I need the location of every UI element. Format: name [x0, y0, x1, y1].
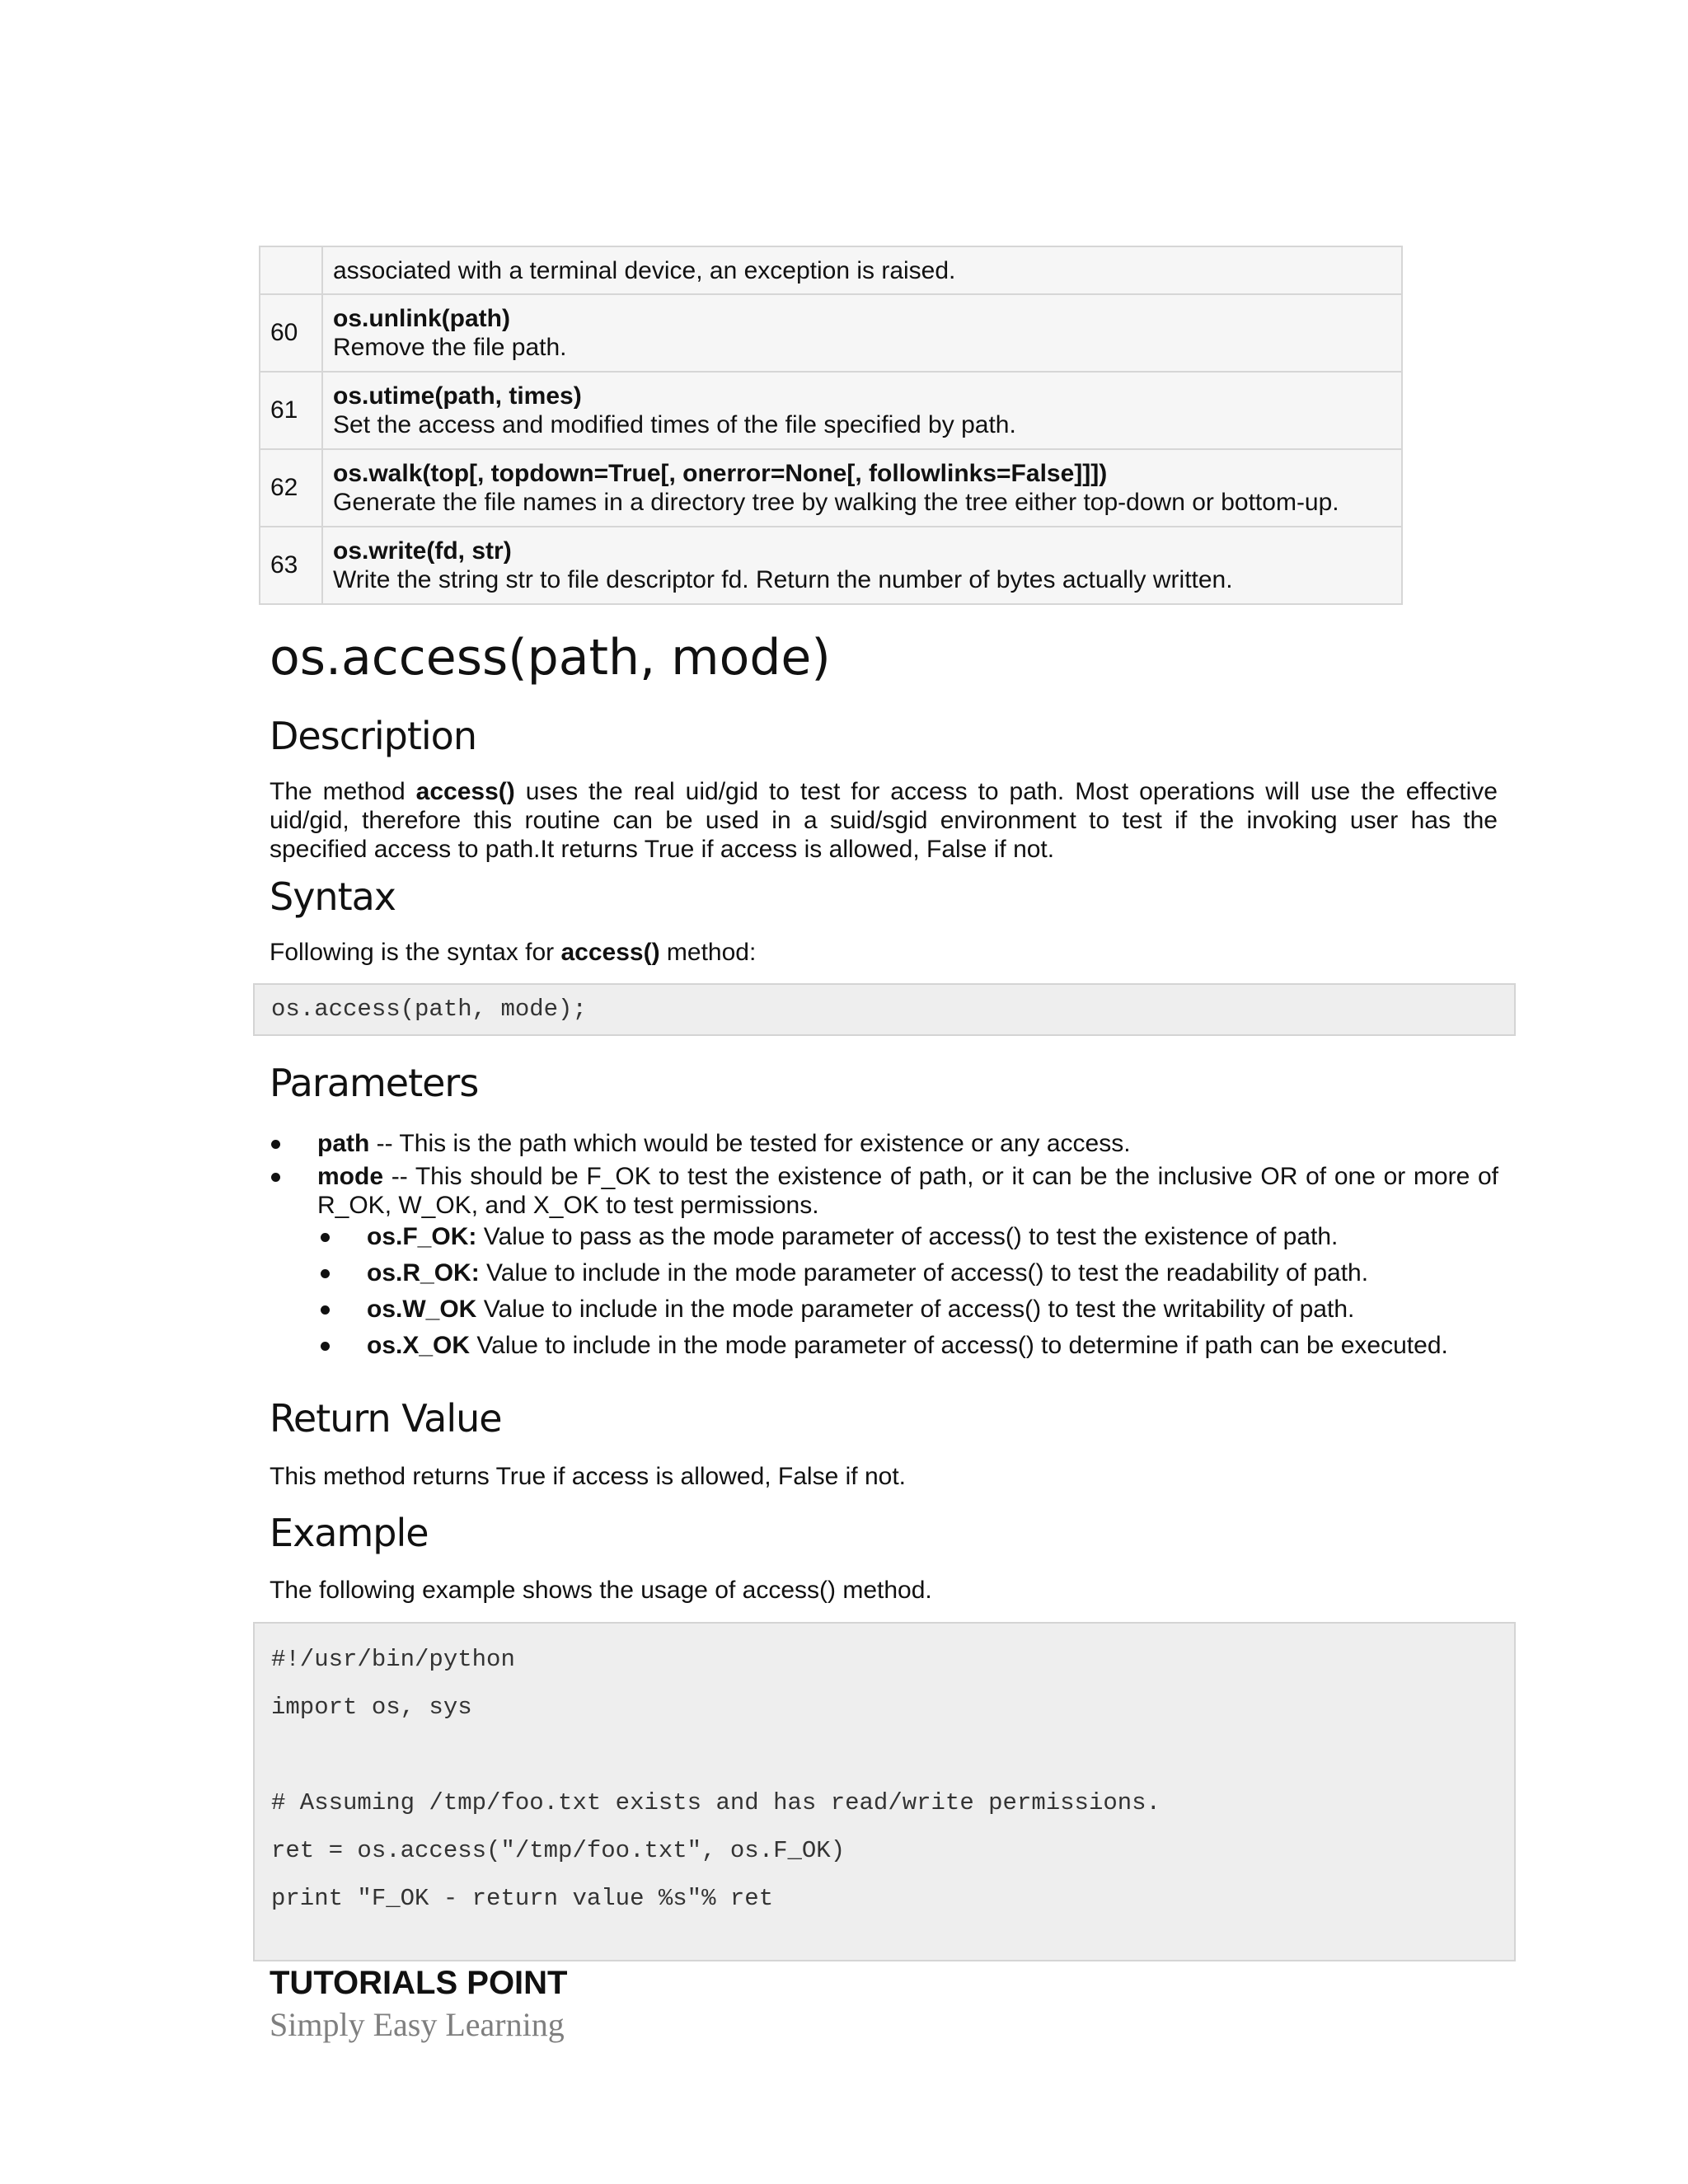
row-content: [322, 449, 1402, 527]
description-method: access(): [415, 778, 515, 805]
row-number: [260, 246, 322, 294]
constant-text: Value to include in the mode parameter of access() to determine if path can be executed.: [470, 1332, 1448, 1359]
syntax-code-block: [253, 983, 1516, 1036]
return-value-text: This method returns True if access is allowed, False if not.: [270, 1463, 906, 1490]
table-row: [260, 246, 1402, 294]
function-description: Generate the file names in a directory tree by walking the tree either top-down or bottom-up.: [333, 489, 1339, 516]
table-row: [260, 527, 1402, 604]
example-code-block: [253, 1622, 1516, 1961]
list-item: [367, 1258, 1498, 1287]
description-heading: Description: [270, 714, 476, 758]
list-item: [367, 1331, 1498, 1360]
param-text: -- This should be F_OK to test the existence of path, or it can be the inclusive OR of one or more of R_OK, W_OK, and X_OK to test permissions.: [317, 1163, 1498, 1219]
syntax-method: access(): [560, 939, 660, 966]
constant-text: Value to include in the mode parameter of access() to test the readability of path.: [479, 1259, 1369, 1286]
param-name: path: [317, 1130, 370, 1157]
description-text: [270, 777, 1498, 864]
row-content: [322, 527, 1402, 604]
row-number: 60: [260, 294, 322, 372]
example-heading: Example: [270, 1511, 429, 1555]
bullet-icon: [271, 1140, 280, 1149]
code-line: print "F_OK - return value %s"% ret: [271, 1885, 774, 1912]
bullet-icon: [321, 1305, 330, 1315]
row-content: [322, 372, 1402, 449]
footer-tagline: Simply Easy Learning: [270, 2006, 565, 2043]
code-line: os.access(path, mode);: [271, 996, 587, 1023]
table-row: [260, 449, 1402, 527]
function-table: [259, 246, 1403, 605]
constant-name: os.R_OK:: [367, 1259, 480, 1286]
table-row: [260, 372, 1402, 449]
row-description: associated with a terminal device, an exception is raised.: [322, 246, 1402, 294]
code-line: #!/usr/bin/python: [271, 1646, 515, 1673]
constant-name: os.W_OK: [367, 1296, 477, 1323]
bullet-icon: [321, 1233, 330, 1242]
code-line: import os, sys: [271, 1694, 472, 1721]
constant-text: Value to include in the mode parameter of access() to test the writability of path.: [476, 1296, 1355, 1323]
function-description: Remove the file path.: [333, 334, 567, 361]
constant-name: os.X_OK: [367, 1332, 471, 1359]
description-text-pre: The method: [270, 778, 416, 805]
list-item: [317, 1162, 1498, 1220]
code-line: # Assuming /tmp/foo.txt exists and has read/write permissions.: [271, 1789, 1160, 1816]
function-description: Write the string str to file descriptor fd. Return the number of bytes actually written.: [333, 566, 1233, 593]
row-content: [322, 294, 1402, 372]
bullet-icon: [321, 1342, 330, 1351]
parameter-list: [317, 1129, 1498, 1220]
row-number: 63: [260, 527, 322, 604]
table-row: [260, 294, 1402, 372]
list-item: [317, 1129, 1498, 1158]
constant-name: os.F_OK:: [367, 1223, 477, 1250]
constant-text: Value to pass as the mode parameter of access() to test the existence of path.: [476, 1223, 1339, 1250]
parameters-heading: Parameters: [270, 1061, 479, 1105]
function-name: os.walk(top[, topdown=True[, onerror=None[, followlinks=False]]]): [333, 460, 1108, 487]
row-number: 61: [260, 372, 322, 449]
row-number: 62: [260, 449, 322, 527]
bullet-icon: [271, 1173, 280, 1182]
return-value-heading: Return Value: [270, 1396, 502, 1441]
footer-brand: TUTORIALS POINT: [270, 1965, 568, 2001]
list-item: [367, 1222, 1498, 1251]
syntax-heading: Syntax: [270, 874, 396, 919]
function-name: os.write(fd, str): [333, 537, 512, 565]
code-line: ret = os.access("/tmp/foo.txt", os.F_OK): [271, 1837, 846, 1864]
function-name: os.utime(path, times): [333, 382, 582, 410]
list-item: [367, 1295, 1498, 1324]
function-name: os.unlink(path): [333, 305, 510, 332]
syntax-text-post: method:: [659, 939, 757, 966]
description-text-post: uses the real uid/gid to test for access to path. Most operations will use the effective uid/gid, therefore this routine can be used in a suid/sgid environment to test if the invoking user has the specified access to path.It returns True if access is allowed, False if not.: [270, 778, 1498, 863]
param-text: -- This is the path which would be tested for existence or any access.: [369, 1130, 1131, 1157]
mode-constant-list: [367, 1222, 1498, 1360]
page-title: os.access(path, mode): [270, 629, 831, 687]
syntax-text: [270, 938, 756, 967]
param-name: mode: [317, 1163, 384, 1190]
syntax-text-pre: Following is the syntax for: [270, 939, 561, 966]
example-text: The following example shows the usage of access() method.: [270, 1577, 932, 1604]
function-description: Set the access and modified times of the file specified by path.: [333, 411, 1016, 438]
bullet-icon: [321, 1269, 330, 1278]
